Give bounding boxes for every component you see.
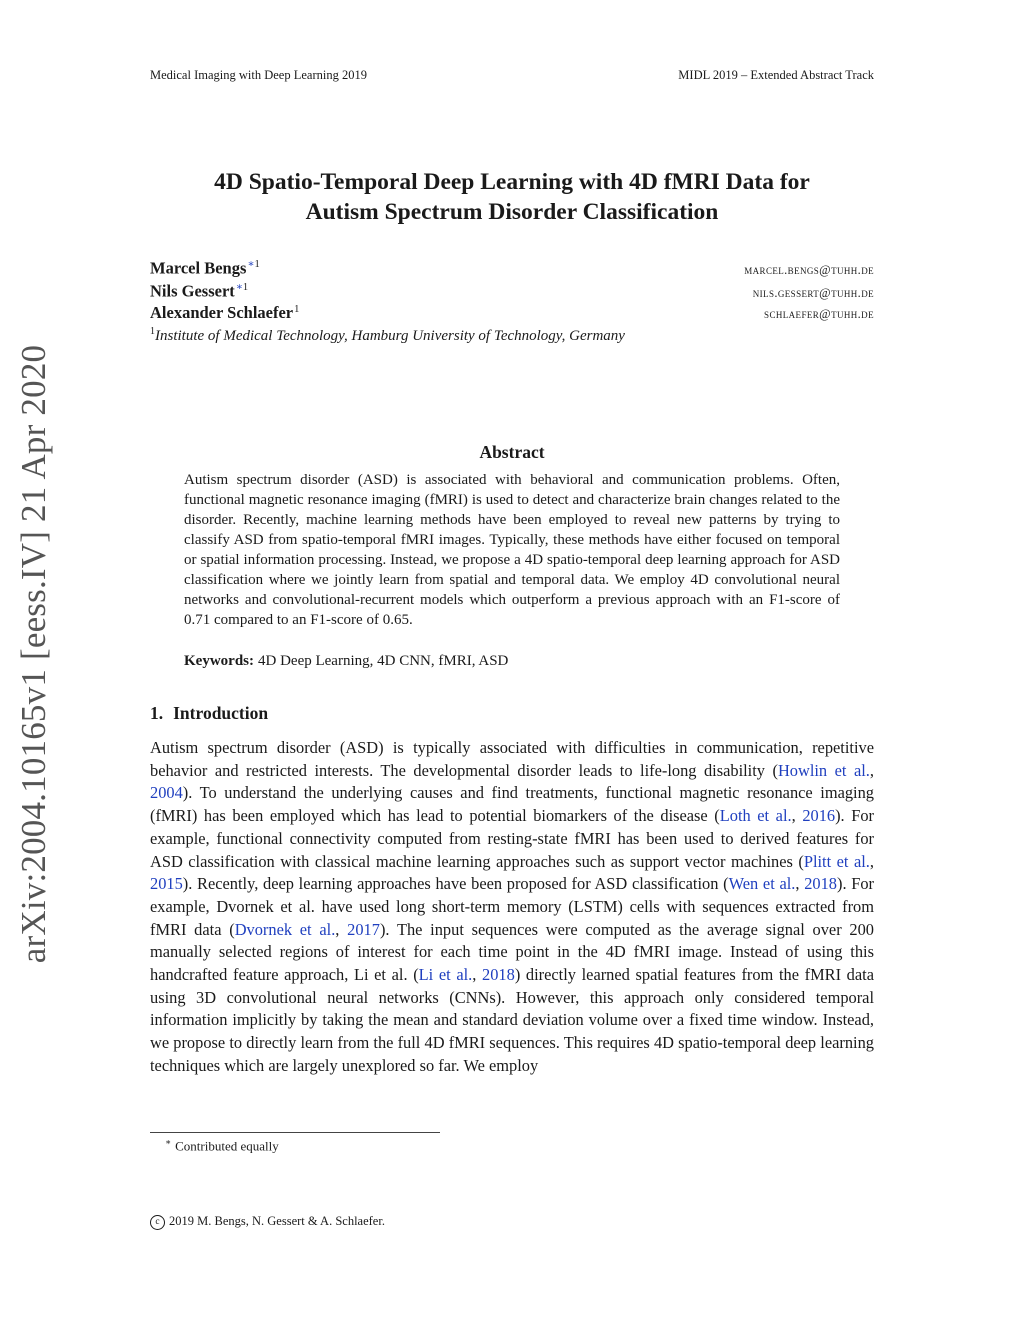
introduction-body (150, 737, 874, 1078)
footnote (165, 1137, 279, 1154)
equal-contribution-mark[interactable]: ∗ (247, 259, 255, 270)
paper-title (150, 167, 874, 227)
running-head-right: MIDL 2019 – Extended Abstract Track (678, 68, 874, 82)
citation-link[interactable]: Loth et al. (719, 806, 792, 826)
citation-link[interactable]: Li et al. (418, 965, 473, 985)
affiliation: $^1$Institute of Medical Technology, Hamburg University of Technology, Germany (150, 326, 625, 344)
abstract-body (184, 470, 840, 630)
title-line-1: 4D Spatio-Temporal Deep Learning with 4D fMRI Data for (214, 169, 810, 195)
footnote-rule (150, 1132, 440, 1133)
title-line-2: Autism Spectrum Disorder Classification (305, 199, 719, 225)
citation-link[interactable]: 2015 (150, 874, 183, 894)
citation-link[interactable]: Dvornek et al. (234, 919, 336, 939)
citation-link[interactable]: 2016 (802, 806, 836, 826)
citation-link[interactable]: 2004 (150, 783, 183, 803)
citation-link[interactable]: 2017 (347, 919, 380, 939)
section-heading: 1. Introduction (150, 703, 269, 723)
arxiv-stamp-text: arXiv:2004.10165v1 [eess.IV] 21 Apr 2020 (14, 344, 53, 964)
citation-link[interactable]: Plitt et al. (803, 851, 870, 871)
author-row (150, 303, 874, 325)
arxiv-stamp (6, 344, 62, 964)
citation-link[interactable]: Howlin et al. (777, 760, 870, 780)
author-email: nils.gessert@tuhh.de (752, 285, 874, 300)
keywords (184, 653, 840, 670)
abstract-heading: Abstract (479, 442, 545, 462)
author-name: Nils Gessert$^{∗1}$ (150, 281, 249, 301)
author-row (150, 258, 874, 280)
copyright-text: 2019 M. Bengs, N. Gessert & A. Schlaefer. (169, 1214, 385, 1228)
abstract-text: Autism spectrum disorder (ASD) is associated with behavioral and communication problems. Often, functional magnetic resonance imaging (fMRI) is used to detect and characterize brain changes related to the disorder. Recently, machine learning methods have been employed to reveal new patterns by trying to classify ASD from spatio-temporal fMRI images. Typically, these methods have either focused on temporal or spatial information processing. Instead, we propose a 4D spatio-temporal deep learning approach for ASD classification where we jointly learn from spatial and temporal data. We employ 4D convolutional neural networks and convolutional-recurrent models which outperform a previous approach with an F1-score of 0.71 compared to an F1-score of 0.65. (184, 472, 840, 628)
footnote-text: Contributed equally (175, 1138, 279, 1154)
citation-link[interactable]: 2018 (482, 965, 515, 985)
keywords-label: Keywords: (184, 653, 254, 669)
running-head-left: Medical Imaging with Deep Learning 2019 (150, 68, 367, 82)
footnote-mark: ∗ (165, 1137, 172, 1147)
equal-contribution-mark[interactable]: ∗ (235, 282, 243, 293)
copyright-icon: c (150, 1215, 165, 1230)
affiliation-mark: 1 (254, 259, 260, 270)
copyright (150, 1214, 385, 1230)
citation-link[interactable]: Wen et al. (728, 874, 796, 894)
paragraph: Autism spectrum disorder (ASD) is typically associated with difficulties in communication, repetitive behavior and restricted interests. The developmental disorder leads to life-long disability (Howlin et al., 2004). To understand the underlying causes and find treatments, functional magnetic resonance imaging (fMRI) has been employed which has lead to potential biomarkers of the disease (Loth et al., 2016). For example, functional connectivity computed from resting-state fMRI has been used to derived features for ASD classification with classical machine learning approaches such as support vector machines (Plitt et al., 2015). Recently, deep learning approaches have been proposed for ASD classification (Wen et al., 2018). For example, Dvornek et al. have used long short-term memory (LSTM) cells with sequences extracted from fMRI data (Dvornek et al., 2017). The input sequences were computed as the average signal over 200 manually selected regions of interest for each time point in the 4D fMRI image. Instead of using this handcrafted feature approach, Li et al. (Li et al., 2018) directly learned spatial features from the fMRI data using 3D convolutional neural networks (CNNs). However, this approach only considered temporal information implicitly by taking the mean and standard deviation volume over a fixed time window. Instead, we propose to directly learn from the full 4D fMRI sequences. This requires 4D spatio-temporal deep learning techniques which are largely unexplored so far. We employ (150, 738, 875, 1075)
affiliation-mark: 1 (242, 282, 249, 293)
author-email: schlaefer@tuhh.de (764, 307, 874, 321)
keywords-list: 4D Deep Learning, 4D CNN, fMRI, ASD (258, 653, 509, 669)
author-name: Alexander Schlaefer$^1$ (150, 303, 300, 322)
affiliation-mark: 1 (294, 303, 300, 315)
citation-link[interactable]: 2018 (804, 874, 837, 894)
author-name: Marcel Bengs$^{∗1}$ (150, 258, 260, 278)
author-row (150, 281, 874, 303)
author-email: marcel.bengs@tuhh.de (744, 262, 874, 277)
